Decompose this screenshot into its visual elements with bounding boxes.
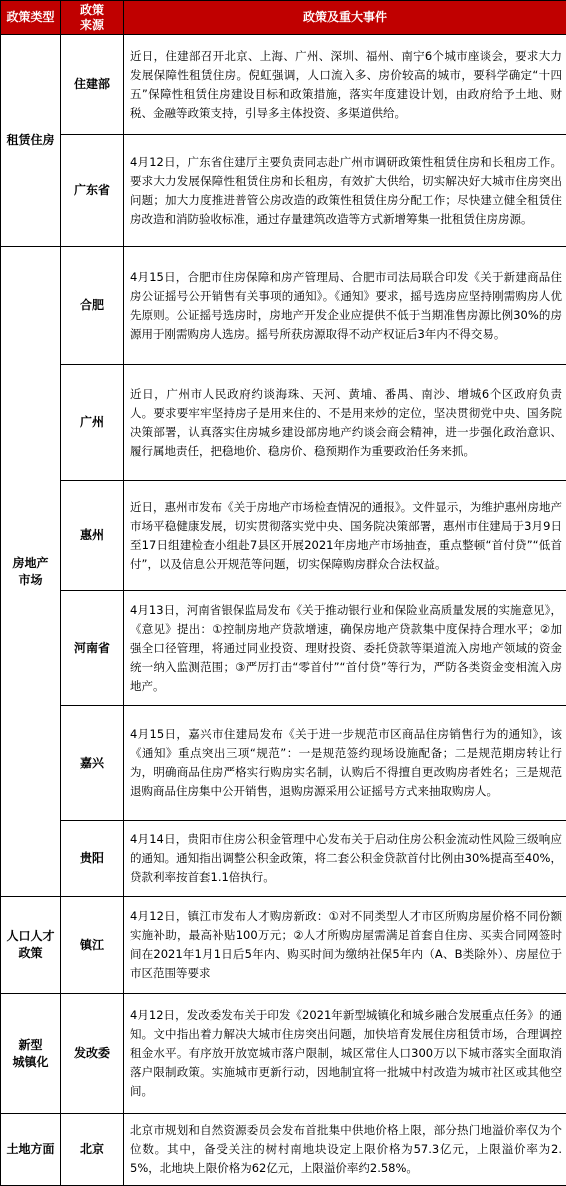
policy-type-cell: 土地方面 <box>1 1114 61 1186</box>
policy-event-cell: 北京市规划和自然资源委员会发布首批集中供地价格上限，部分热门地溢价率仅为个位数。其中，备受关注的树村南地块设定上限价格为57.3亿元，上限溢价率为2.5%，北地块上限价格为62亿元，上限溢价率约2.58%。 <box>124 1114 566 1186</box>
policy-source-cell: 北京 <box>61 1114 124 1186</box>
policy-source-cell: 贵阳 <box>61 821 124 897</box>
policy-event-cell: 4月13日，河南省银保监局发布《关于推动银行业和保险业高质量发展的实施意见》，《意见》提出：①控制房地产贷款增速，确保房地产贷款集中度保持合理水平；②加强全口径管理，将通过同业投资、理财投资、委托贷款等渠道流入房地产领域的资金统一纳入监测范围；③严厉打击“零首付”“首付贷”等行为，严防各类资金变相流入房地产。 <box>124 591 566 706</box>
policy-event-cell: 4月14日，贵阳市住房公积金管理中心发布关于启动住房公积金流动性风险三级响应的通知。通知指出调整公积金政策，将二套公积金贷款首付比例由30%提高至40%，贷款利率按首套1.1倍执行。 <box>124 821 566 897</box>
table-row <box>1 481 566 591</box>
header-policy-type: 政策类型 <box>1 1 61 35</box>
table-row <box>1 247 566 365</box>
policy-event-cell: 近日，住建部召开北京、上海、广州、深圳、福州、南宁6个城市座谈会，要求大力发展保障性租赁住房。倪虹强调，人口流入多、房价较高的城市，要科学确定“十四五”保障性租赁住房建设目标和政策措施，落实年度建设计划，由政府给予土地、财税、金融等政策支持，引导多主体投资、多渠道供给。 <box>124 35 566 135</box>
policy-type-cell: 房地产 市场 <box>1 247 61 897</box>
policy-source-cell: 镇江 <box>61 897 124 994</box>
policy-source-cell: 嘉兴 <box>61 706 124 821</box>
table-row <box>1 365 566 481</box>
header-policy-event: 政策及重大事件 <box>124 1 566 35</box>
policy-source-cell: 河南省 <box>61 591 124 706</box>
policy-source-cell: 合肥 <box>61 247 124 365</box>
table-row <box>1 821 566 897</box>
policy-source-cell: 惠州 <box>61 481 124 591</box>
policy-source-cell: 广东省 <box>61 135 124 247</box>
policy-type-cell: 新型 城镇化 <box>1 994 61 1114</box>
header-policy-source: 政策 来源 <box>61 1 124 35</box>
table-row <box>1 994 566 1114</box>
table-row <box>1 35 566 135</box>
policy-type-cell: 租赁住房 <box>1 35 61 247</box>
policy-source-cell: 发改委 <box>61 994 124 1114</box>
policy-event-cell: 近日，广州市人民政府约谈海珠、天河、黄埔、番禺、南沙、增城6个区政府负责人。要求要牢牢坚持房子是用来住的、不是用来炒的定位，坚决贯彻党中央、国务院决策部署，认真落实住房城乡建设部房地产约谈会商会精神，进一步强化政治意识、履行属地责任，把稳地价、稳房价、稳预期作为重要政治任务来抓。 <box>124 365 566 481</box>
policy-source-cell: 广州 <box>61 365 124 481</box>
policy-type-cell: 人口人才 政策 <box>1 897 61 994</box>
policy-event-cell: 4月12日，发改委发布关于印发《2021年新型城镇化和城乡融合发展重点任务》的通知。文中指出着力解决大城市住房突出问题，加快培育发展住房租赁市场，合理调控租金水平。有序放开放宽城市落户限制，城区常住人口300万以下城市落实全面取消落户限制政策。实施城市更新行动，因地制宜将一批城中村改造为城市社区或其他空间。 <box>124 994 566 1114</box>
header-row <box>1 1 566 35</box>
table-row <box>1 135 566 247</box>
table-row <box>1 706 566 821</box>
policy-event-cell: 近日，惠州市发布《关于房地产市场检查情况的通报》。文件显示，为维护惠州房地产市场平稳健康发展，切实贯彻落实党中央、国务院决策部署，惠州市住建局于3月9日至17日组建检查小组赴7县区开展2021年房地产市场抽查，重点整顿“首付贷”“低首付”，以及信息公开规范等问题，切实保障购房群众合法权益。 <box>124 481 566 591</box>
policy-event-cell: 4月12日，广东省住建厅主要负责同志赴广州市调研政策性租赁住房和长租房工作。要求大力发展保障性租赁住房和长租房，有效扩大供给，切实解决好大城市住房突出问题；加大力度推进普管公房改造的政策性租赁住房分配工作；尽快建立健全租赁住房改造和消防验收标准，通过存量建筑改造等方式新增筹集一批租赁住房房源。 <box>124 135 566 247</box>
policy-source-cell: 住建部 <box>61 35 124 135</box>
table-header <box>1 1 566 35</box>
table-body <box>1 35 566 1186</box>
table-row <box>1 591 566 706</box>
policy-event-cell: 4月15日，合肥市住房保障和房产管理局、合肥市司法局联合印发《关于新建商品住房公证摇号公开销售有关事项的通知》。《通知》要求，摇号选房应坚持刚需购房人优先原则。公证摇号选房时，房地产开发企业应提供不低于当期准售房源比例30%的房源用于刚需购房人选房。摇号所获房源取得不动产权证后3年内不得交易。 <box>124 247 566 365</box>
table-row <box>1 897 566 994</box>
policy-event-cell: 4月12日，镇江市发布人才购房新政：①对不同类型人才市区所购房屋价格不同份额实施补助，最高补贴100万元；②人才所购房屋需满足首套自住房、买卖合同网签时间在2021年1月1日后5年内、购买时间为缴纳社保5年内（A、B类除外）、房屋位于市区范围等要求 <box>124 897 566 994</box>
policy-event-cell: 4月15日，嘉兴市住建局发布《关于进一步规范市区商品住房销售行为的通知》，该《通知》重点突出三项“规范”：一是规范签约现场设施配备；二是规范期房转让行为，明确商品住房严格实行购房实名制，认购后不得擅自更改购房者姓名；三是规范退购商品住房集中公开销售，退购房源采用公证摇号方式来抽取购房人。 <box>124 706 566 821</box>
